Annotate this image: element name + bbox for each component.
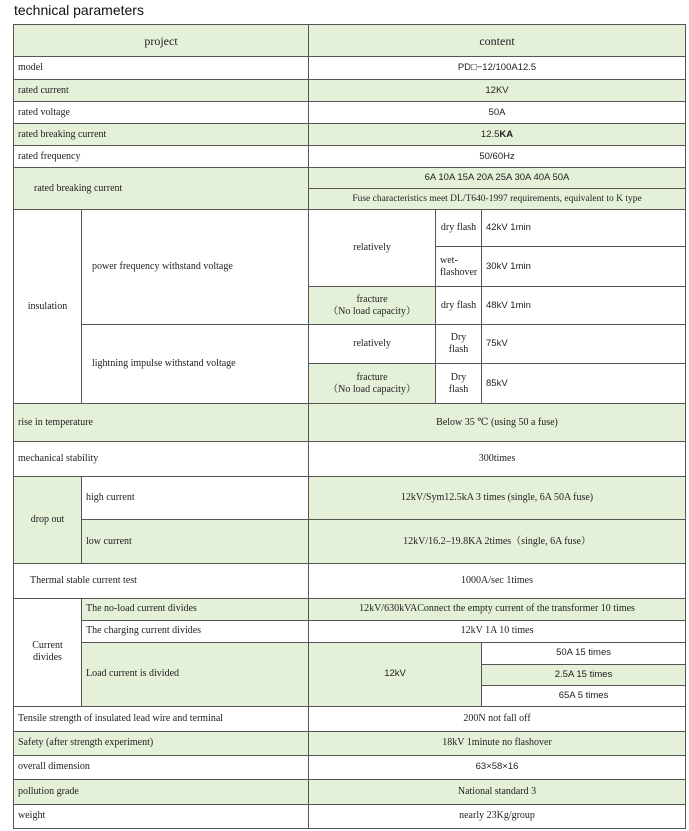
label-no-load-divides: The no-load current divides — [82, 598, 309, 620]
row-no-load-divides — [14, 598, 686, 620]
label-lightning: lightning impulse withstand voltage — [82, 325, 309, 404]
current-label: Current — [32, 640, 63, 652]
value-rated-voltage: 50A — [309, 102, 686, 124]
value-tensile: 200N not fall off — [309, 706, 686, 731]
value-low-current: 12kV/16.2–19.8KA 2times（single, 6A fuse） — [309, 520, 686, 563]
li-fracture-cell — [309, 364, 436, 404]
row-drop-out-high — [14, 477, 686, 520]
row-rated-current — [14, 80, 686, 102]
value-load-voltage: 12kV — [309, 642, 482, 706]
pf-relatively: relatively — [309, 210, 436, 287]
row-tensile — [14, 706, 686, 731]
li-fracture-dry: Dry flash — [436, 364, 482, 404]
value-mechanical-stability: 300times — [309, 442, 686, 477]
value-breaking-current-list: 6A 10A 15A 20A 25A 30A 40A 50A — [309, 168, 686, 189]
row-mechanical-stability — [14, 442, 686, 477]
row-rise-temperature — [14, 404, 686, 442]
li-no-load: （No load capacity） — [328, 383, 416, 395]
value-rated-frequency: 50/60Hz — [309, 146, 686, 168]
row-charging-divides — [14, 620, 686, 642]
row-thermal — [14, 563, 686, 598]
label-tensile: Tensile strength of insulated lead wire and terminal — [14, 706, 309, 731]
label-power-frequency: power frequency withstand voltage — [82, 210, 309, 325]
row-weight — [14, 804, 686, 828]
value-rated-breaking-current — [309, 124, 686, 146]
value-high-current: 12kV/Sym12.5kA 3 times (single, 6A 50A fuse) — [309, 477, 686, 520]
pf-wet-value: 30kV 1min — [482, 247, 686, 287]
value-dimension: 63×58×16 — [309, 755, 686, 779]
li-dry-flash: Dry flash — [436, 325, 482, 364]
row-insulation-li-dry — [14, 325, 686, 364]
row-load-divides-1 — [14, 642, 686, 664]
label-weight: weight — [14, 804, 309, 828]
label-high-current: high current — [82, 477, 309, 520]
label-rated-current: rated current — [14, 80, 309, 102]
li-fracture-value: 85kV — [482, 364, 686, 404]
row-safety — [14, 731, 686, 755]
technical-parameters-table — [13, 24, 686, 829]
label-dimension: overall dimension — [14, 755, 309, 779]
row-rated-frequency — [14, 146, 686, 168]
row-insulation-pf-dry — [14, 210, 686, 247]
value-weight: nearly 23Kg/group — [309, 804, 686, 828]
pf-fracture-cell — [309, 287, 436, 325]
pf-no-load: （No load capacity） — [328, 305, 416, 317]
label-mechanical-stability: mechanical stability — [14, 442, 309, 477]
label-rated-voltage: rated voltage — [14, 102, 309, 124]
divides-label: divides — [33, 652, 62, 664]
row-drop-out-low — [14, 520, 686, 563]
value-rise-temperature: Below 35 ℃ (using 50 a fuse) — [309, 404, 686, 442]
label-rated-frequency: rated frequency — [14, 146, 309, 168]
label-breaking-current-2: rated breaking current — [14, 168, 309, 210]
label-charging-divides: The charging current divides — [82, 620, 309, 642]
breaking-value: 12.5 — [480, 128, 500, 140]
header-content: content — [309, 25, 686, 57]
pf-fracture: fracture — [356, 293, 388, 305]
label-drop-out: drop out — [14, 477, 82, 563]
page-title: technical parameters — [14, 2, 144, 18]
label-safety: Safety (after strength experiment) — [14, 731, 309, 755]
li-dry-value: 75kV — [482, 325, 686, 364]
pf-dry-flash: dry flash — [436, 210, 482, 247]
label-low-current: low current — [82, 520, 309, 563]
value-no-load-divides: 12kV/630kVAConnect the empty current of the transformer 10 times — [309, 598, 686, 620]
row-pollution — [14, 779, 686, 804]
value-breaking-current-note: Fuse characteristics meet DL/T640-1997 requirements, equivalent to K type — [309, 189, 686, 210]
row-breaking-current-values — [14, 168, 686, 189]
value-load-1: 50A 15 times — [482, 642, 686, 664]
pf-fracture-value: 48kV 1min — [482, 287, 686, 325]
breaking-unit: KA — [499, 128, 514, 140]
value-rated-current: 12KV — [309, 80, 686, 102]
row-dimension — [14, 755, 686, 779]
value-safety: 18kV 1minute no flashover — [309, 731, 686, 755]
row-model — [14, 57, 686, 80]
value-load-2: 2.5A 15 times — [482, 664, 686, 685]
pf-dry-value: 42kV 1min — [482, 210, 686, 247]
pf-fracture-dry: dry flash — [436, 287, 482, 325]
label-rise-temperature: rise in temperature — [14, 404, 309, 442]
label-insulation: insulation — [14, 210, 82, 404]
value-load-3: 65A 5 times — [482, 685, 686, 706]
pf-wet-flashover: wet-flashover — [436, 247, 482, 287]
header-row — [14, 25, 686, 57]
row-rated-voltage — [14, 102, 686, 124]
row-rated-breaking-current — [14, 124, 686, 146]
label-load-divides: Load current is divided — [82, 642, 309, 706]
value-thermal: 1000A/sec 1times — [309, 563, 686, 598]
label-current-divides — [14, 598, 82, 706]
label-pollution: pollution grade — [14, 779, 309, 804]
value-model: PD□−12/100A12.5 — [309, 57, 686, 80]
label-model: model — [14, 57, 309, 80]
header-project: project — [14, 25, 309, 57]
value-charging-divides: 12kV 1A 10 times — [309, 620, 686, 642]
value-pollution: National standard 3 — [309, 779, 686, 804]
label-thermal: Thermal stable current test — [14, 563, 309, 598]
label-rated-breaking-current: rated breaking current — [14, 124, 309, 146]
li-relatively: relatively — [309, 325, 436, 364]
li-fracture: fracture — [356, 371, 388, 383]
